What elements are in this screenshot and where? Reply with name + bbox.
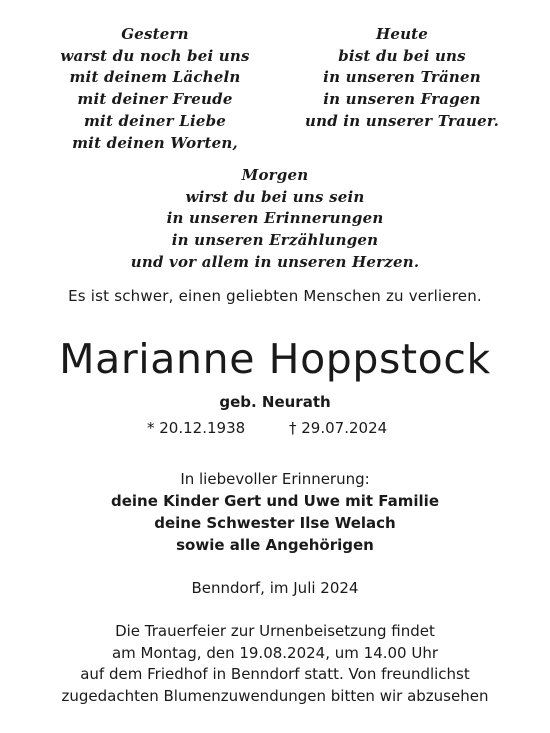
death-date: † 29.07.2024 — [289, 419, 388, 437]
poem-line: in unseren Erinnerungen — [166, 209, 384, 228]
poem-line: in unseren Tränen — [323, 68, 481, 87]
poem-line: wirst du bei uns sein — [185, 187, 365, 206]
poem-line: Gestern — [121, 25, 189, 43]
ceremony-line: Die Trauerfeier zur Urnenbeisetzung findet — [115, 622, 435, 640]
poem-line: in unseren Fragen — [323, 90, 481, 109]
poem-line: und in unserer Trauer. — [304, 111, 499, 130]
poem-line: bist du bei uns — [338, 46, 466, 65]
ceremony-line: am Montag, den 19.08.2024, um 14.00 Uhr — [111, 643, 439, 662]
poem-line: mit deiner Freude — [77, 90, 233, 109]
poem-line: in unseren Erzählungen — [171, 231, 379, 250]
ceremony-info — [0, 621, 550, 707]
mourners-block — [0, 468, 550, 556]
ceremony-line: zugedachten Blumenzuwendungen bitten wir abzusehen — [61, 686, 489, 705]
poem-line: Heute — [375, 25, 429, 43]
poem-line: Morgen — [241, 166, 309, 184]
poem-left-column — [40, 24, 270, 154]
mourner-line: deine Kinder Gert und Uwe mit Familie — [110, 492, 439, 510]
poem-center-column — [120, 165, 430, 274]
poem-line: mit deinem Lächeln — [69, 68, 241, 87]
intro-sentence: Es ist schwer, einen geliebten Menschen zu verlieren. — [68, 287, 482, 305]
poem-line: und vor allem in unseren Herzen. — [130, 252, 420, 271]
deceased-name: Marianne Hoppstock — [59, 335, 491, 383]
poem-line: warst du noch bei uns — [60, 46, 250, 65]
mourners-intro: In liebevoller Erinnerung: — [180, 470, 370, 488]
birth-date: * 20.12.1938 — [147, 419, 246, 437]
poem-line: mit deinen Worten, — [72, 133, 238, 152]
ceremony-line: auf dem Friedhof in Benndorf statt. Von freundlichst — [80, 665, 470, 683]
mourner-line: deine Schwester Ilse Welach — [154, 514, 396, 532]
poem-right-column — [292, 24, 512, 133]
maiden-name: geb. Neurath — [219, 393, 331, 411]
place-date: Benndorf, im Juli 2024 — [191, 579, 359, 597]
mourner-line: sowie alle Angehörigen — [176, 536, 374, 554]
poem-line: mit deiner Liebe — [83, 111, 227, 130]
